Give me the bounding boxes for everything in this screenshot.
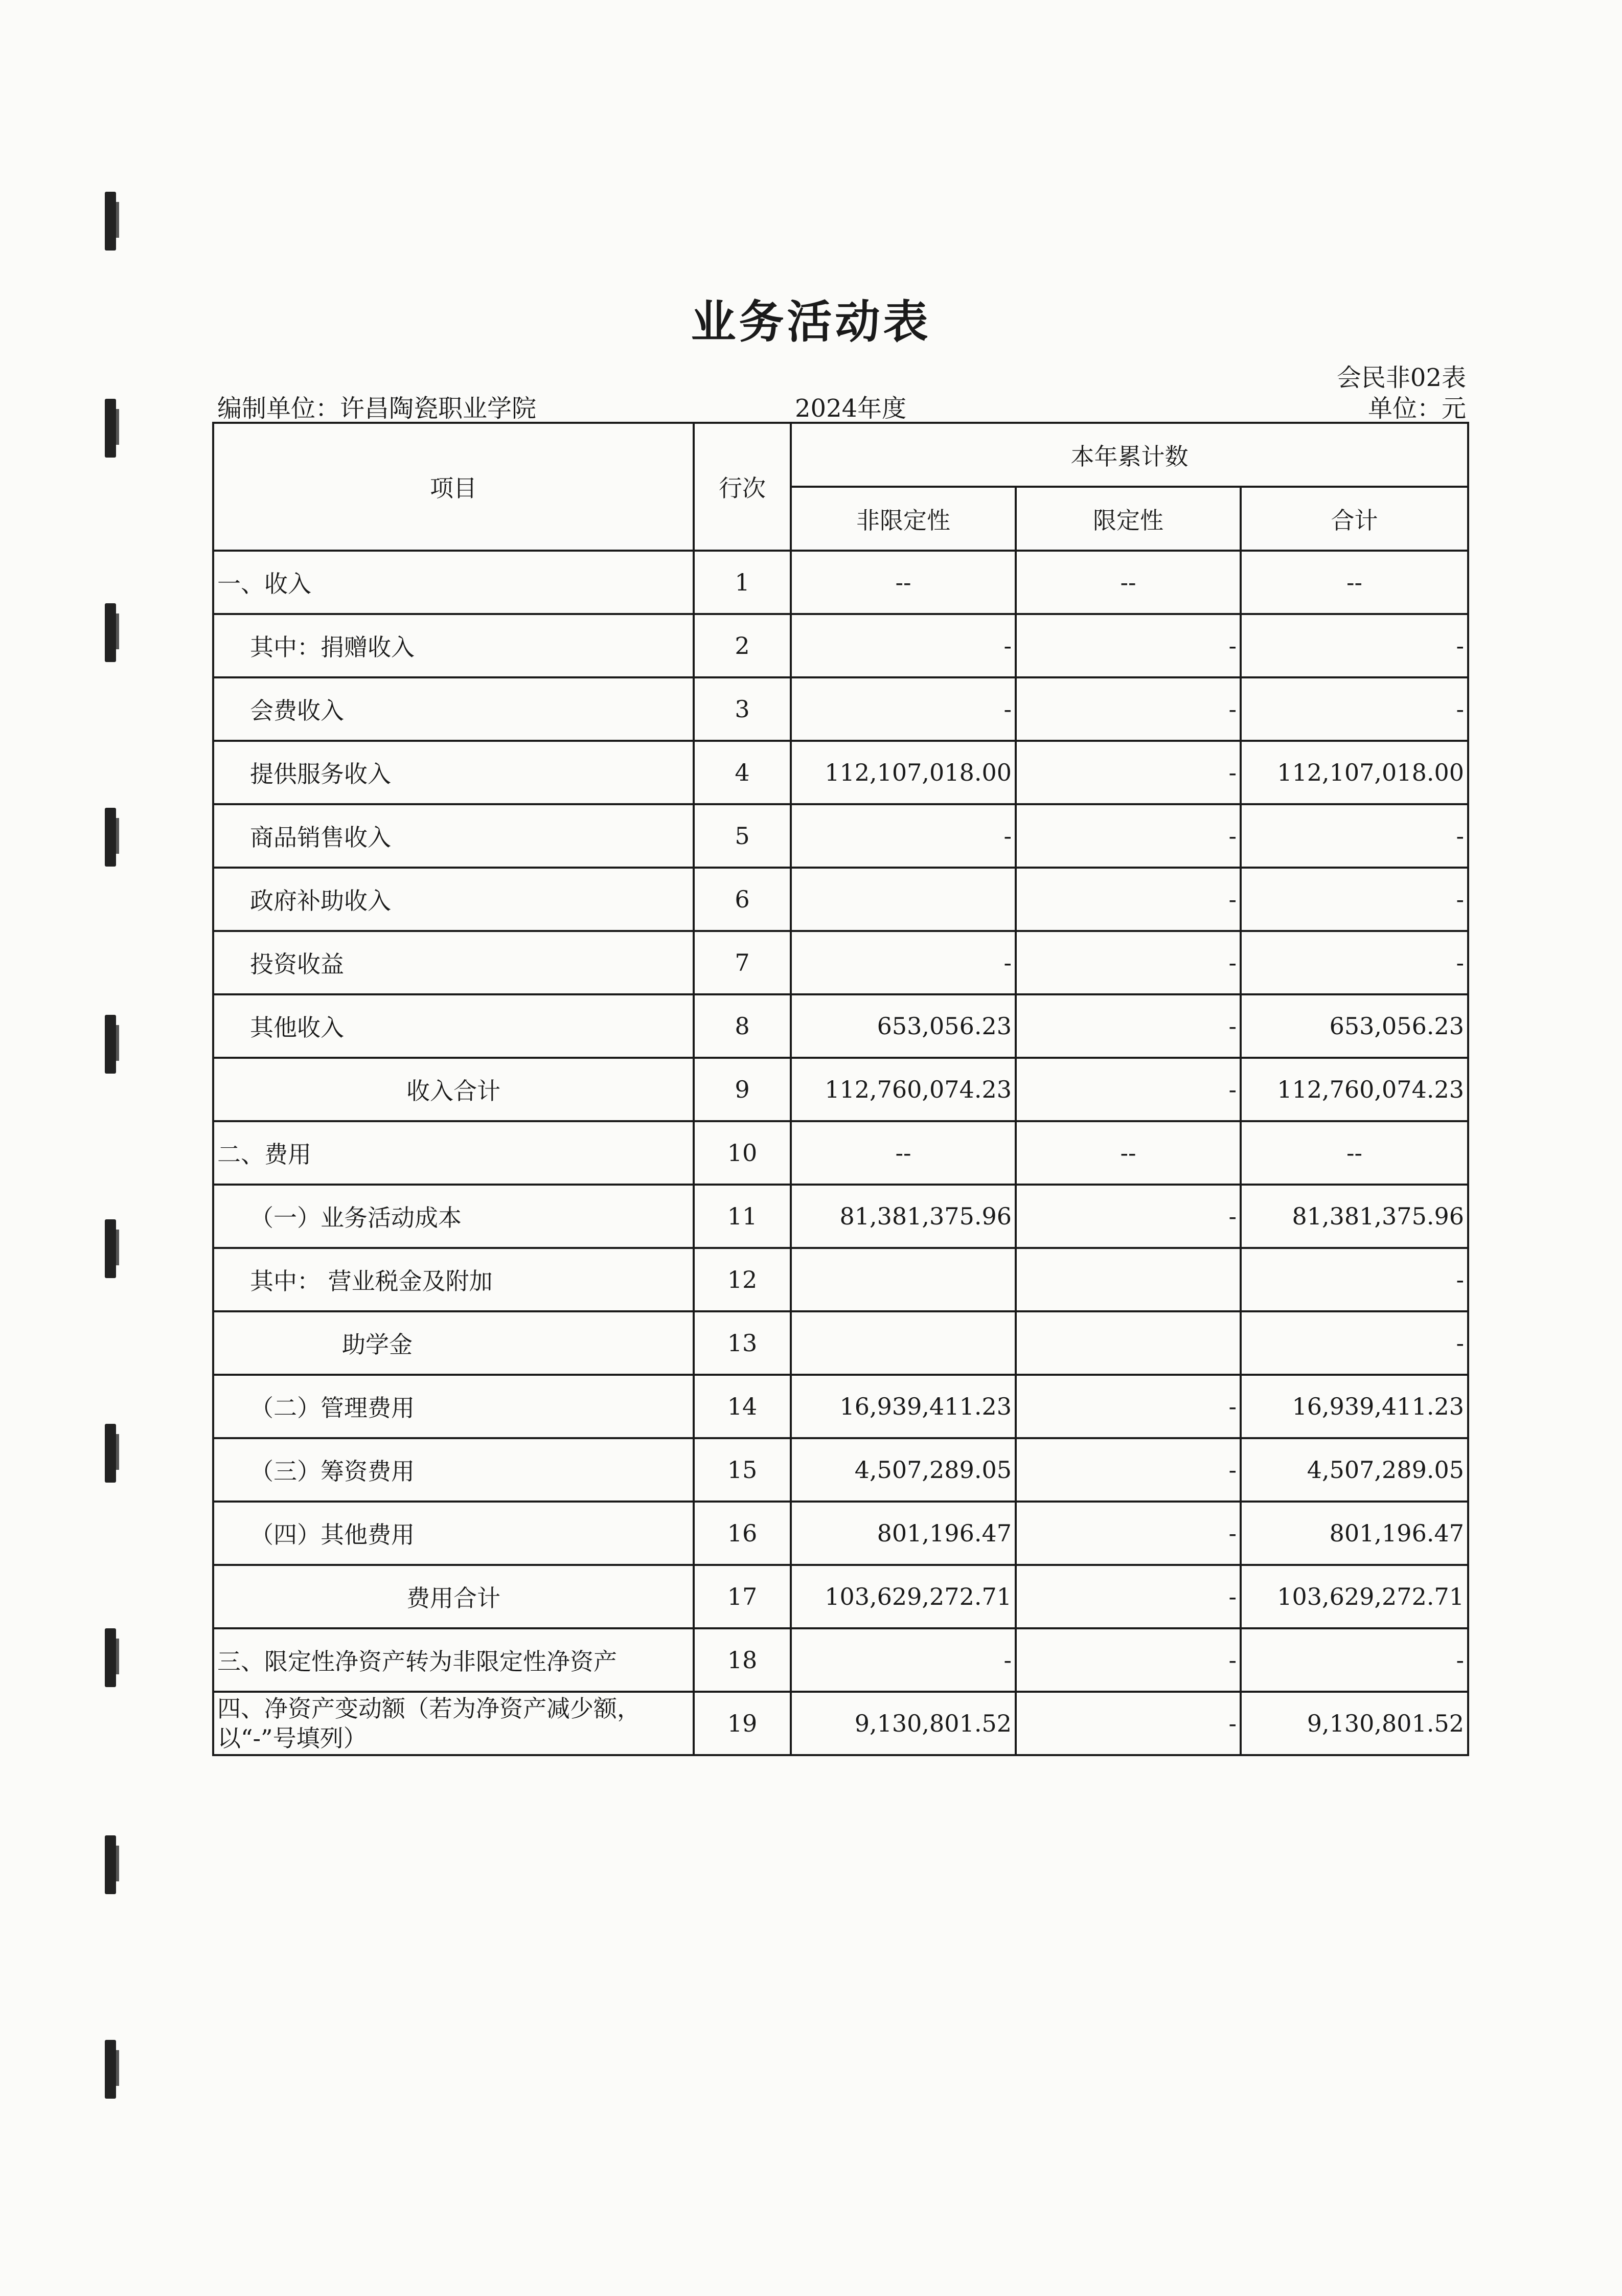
table-row (213, 677, 1468, 741)
row-line-no: 2 (694, 614, 791, 677)
row-label: 费用合计 (213, 1565, 694, 1628)
row-total: - (1241, 1628, 1468, 1692)
row-restricted: - (1016, 677, 1241, 741)
row-total: - (1241, 868, 1468, 931)
table-row (213, 741, 1468, 804)
binder-mark (105, 1424, 116, 1483)
row-total: - (1241, 677, 1468, 741)
row-total: 9,130,801.52 (1241, 1692, 1468, 1755)
row-label: （三）筹资费用 (213, 1438, 694, 1502)
row-unrestricted: 16,939,411.23 (791, 1375, 1016, 1438)
binder-mark (105, 1015, 116, 1074)
row-total: -- (1241, 1121, 1468, 1185)
binder-mark (105, 399, 116, 458)
table-row (213, 1692, 1468, 1755)
row-total: -- (1241, 551, 1468, 614)
binder-mark (105, 808, 116, 867)
row-total: 16,939,411.23 (1241, 1375, 1468, 1438)
row-unrestricted: 112,107,018.00 (791, 741, 1016, 804)
row-label: （二）管理费用 (213, 1375, 694, 1438)
row-unrestricted: - (791, 677, 1016, 741)
row-total: - (1241, 804, 1468, 868)
row-line-no: 7 (694, 931, 791, 994)
row-unrestricted: 4,507,289.05 (791, 1438, 1016, 1502)
row-restricted: - (1016, 804, 1241, 868)
row-restricted: - (1016, 1628, 1241, 1692)
row-line-no: 3 (694, 677, 791, 741)
row-line-no: 11 (694, 1185, 791, 1248)
row-total: 103,629,272.71 (1241, 1565, 1468, 1628)
row-label: 提供服务收入 (213, 741, 694, 804)
row-total: - (1241, 931, 1468, 994)
row-line-no: 6 (694, 868, 791, 931)
report-year: 2024年度 (795, 394, 907, 423)
table-row (213, 1502, 1468, 1565)
row-restricted: - (1016, 994, 1241, 1058)
row-restricted: - (1016, 1692, 1241, 1755)
table-row (213, 551, 1468, 614)
table-row (213, 804, 1468, 868)
row-label: 其中：捐赠收入 (213, 614, 694, 677)
row-total: 112,107,018.00 (1241, 741, 1468, 804)
binder-mark (105, 192, 116, 251)
row-unrestricted: -- (791, 1121, 1016, 1185)
activity-statement-table (212, 422, 1469, 1756)
row-total: - (1241, 1248, 1468, 1311)
row-total: 81,381,375.96 (1241, 1185, 1468, 1248)
table-row (213, 614, 1468, 677)
row-unrestricted: - (791, 931, 1016, 994)
row-unrestricted (791, 1248, 1016, 1311)
row-label: 其中： 营业税金及附加 (213, 1248, 694, 1311)
row-unrestricted: - (791, 804, 1016, 868)
row-line-no: 18 (694, 1628, 791, 1692)
row-unrestricted: 653,056.23 (791, 994, 1016, 1058)
header-total: 合计 (1241, 487, 1468, 551)
row-restricted: -- (1016, 551, 1241, 614)
row-total: 4,507,289.05 (1241, 1438, 1468, 1502)
row-unrestricted: 9,130,801.52 (791, 1692, 1016, 1755)
row-line-no: 1 (694, 551, 791, 614)
table-row (213, 868, 1468, 931)
row-restricted: - (1016, 868, 1241, 931)
row-restricted: - (1016, 741, 1241, 804)
row-restricted (1016, 1311, 1241, 1375)
row-total: 801,196.47 (1241, 1502, 1468, 1565)
row-total: - (1241, 614, 1468, 677)
row-label: 二、费用 (213, 1121, 694, 1185)
form-code: 会民非02表 (1336, 363, 1466, 392)
row-label: 投资收益 (213, 931, 694, 994)
row-total: 653,056.23 (1241, 994, 1468, 1058)
row-restricted: - (1016, 1185, 1241, 1248)
header-group: 本年累计数 (791, 423, 1468, 487)
meta-row (217, 389, 1466, 423)
row-unrestricted: -- (791, 551, 1016, 614)
table-row (213, 1121, 1468, 1185)
reporting-unit: 编制单位：许昌陶瓷职业学院 (217, 394, 537, 423)
table-row (213, 931, 1468, 994)
row-restricted: - (1016, 1438, 1241, 1502)
row-line-no: 9 (694, 1058, 791, 1121)
row-restricted (1016, 1248, 1241, 1311)
row-restricted: - (1016, 1502, 1241, 1565)
row-line-no: 16 (694, 1502, 791, 1565)
currency-unit: 单位：元 (1367, 394, 1466, 423)
row-restricted: - (1016, 1565, 1241, 1628)
header-item: 项目 (213, 423, 694, 551)
row-label: 三、限定性净资产转为非限定性净资产 (213, 1628, 694, 1692)
table-row (213, 1185, 1468, 1248)
table-row (213, 1248, 1468, 1311)
row-label: 一、收入 (213, 551, 694, 614)
table-row (213, 1438, 1468, 1502)
header-restricted: 限定性 (1016, 487, 1241, 551)
page-title: 业务活动表 (691, 295, 931, 348)
row-unrestricted: - (791, 614, 1016, 677)
row-line-no: 17 (694, 1565, 791, 1628)
row-label: 商品销售收入 (213, 804, 694, 868)
table-row (213, 1628, 1468, 1692)
row-total: - (1241, 1311, 1468, 1375)
row-line-no: 14 (694, 1375, 791, 1438)
row-label: 助学金 (213, 1311, 694, 1375)
row-label: （一）业务活动成本 (213, 1185, 694, 1248)
row-unrestricted (791, 1311, 1016, 1375)
table-row (213, 1058, 1468, 1121)
row-unrestricted: 81,381,375.96 (791, 1185, 1016, 1248)
row-unrestricted: 103,629,272.71 (791, 1565, 1016, 1628)
row-unrestricted (791, 868, 1016, 931)
table-row (213, 1565, 1468, 1628)
binder-mark (105, 1628, 116, 1687)
row-line-no: 4 (694, 741, 791, 804)
row-restricted: - (1016, 614, 1241, 677)
row-line-no: 15 (694, 1438, 791, 1502)
binder-mark (105, 1219, 116, 1278)
row-label: （四）其他费用 (213, 1502, 694, 1565)
row-label: 政府补助收入 (213, 868, 694, 931)
binder-mark (105, 603, 116, 662)
binder-mark (105, 1835, 116, 1894)
row-line-no: 12 (694, 1248, 791, 1311)
header-unrestricted: 非限定性 (791, 487, 1016, 551)
row-line-no: 19 (694, 1692, 791, 1755)
row-restricted: -- (1016, 1121, 1241, 1185)
row-unrestricted: - (791, 1628, 1016, 1692)
binder-mark (105, 2040, 116, 2099)
row-line-no: 8 (694, 994, 791, 1058)
row-total: 112,760,074.23 (1241, 1058, 1468, 1121)
row-label: 其他收入 (213, 994, 694, 1058)
row-line-no: 13 (694, 1311, 791, 1375)
row-label: 收入合计 (213, 1058, 694, 1121)
row-unrestricted: 801,196.47 (791, 1502, 1016, 1565)
row-label: 四、净资产变动额（若为净资产减少额，以“-”号填列） (213, 1692, 694, 1755)
table-row (213, 1375, 1468, 1438)
row-line-no: 10 (694, 1121, 791, 1185)
row-unrestricted: 112,760,074.23 (791, 1058, 1016, 1121)
row-restricted: - (1016, 1375, 1241, 1438)
row-restricted: - (1016, 1058, 1241, 1121)
row-label: 会费收入 (213, 677, 694, 741)
table-row (213, 994, 1468, 1058)
row-restricted: - (1016, 931, 1241, 994)
table-row (213, 1311, 1468, 1375)
row-line-no: 5 (694, 804, 791, 868)
header-line-no: 行次 (694, 423, 791, 551)
